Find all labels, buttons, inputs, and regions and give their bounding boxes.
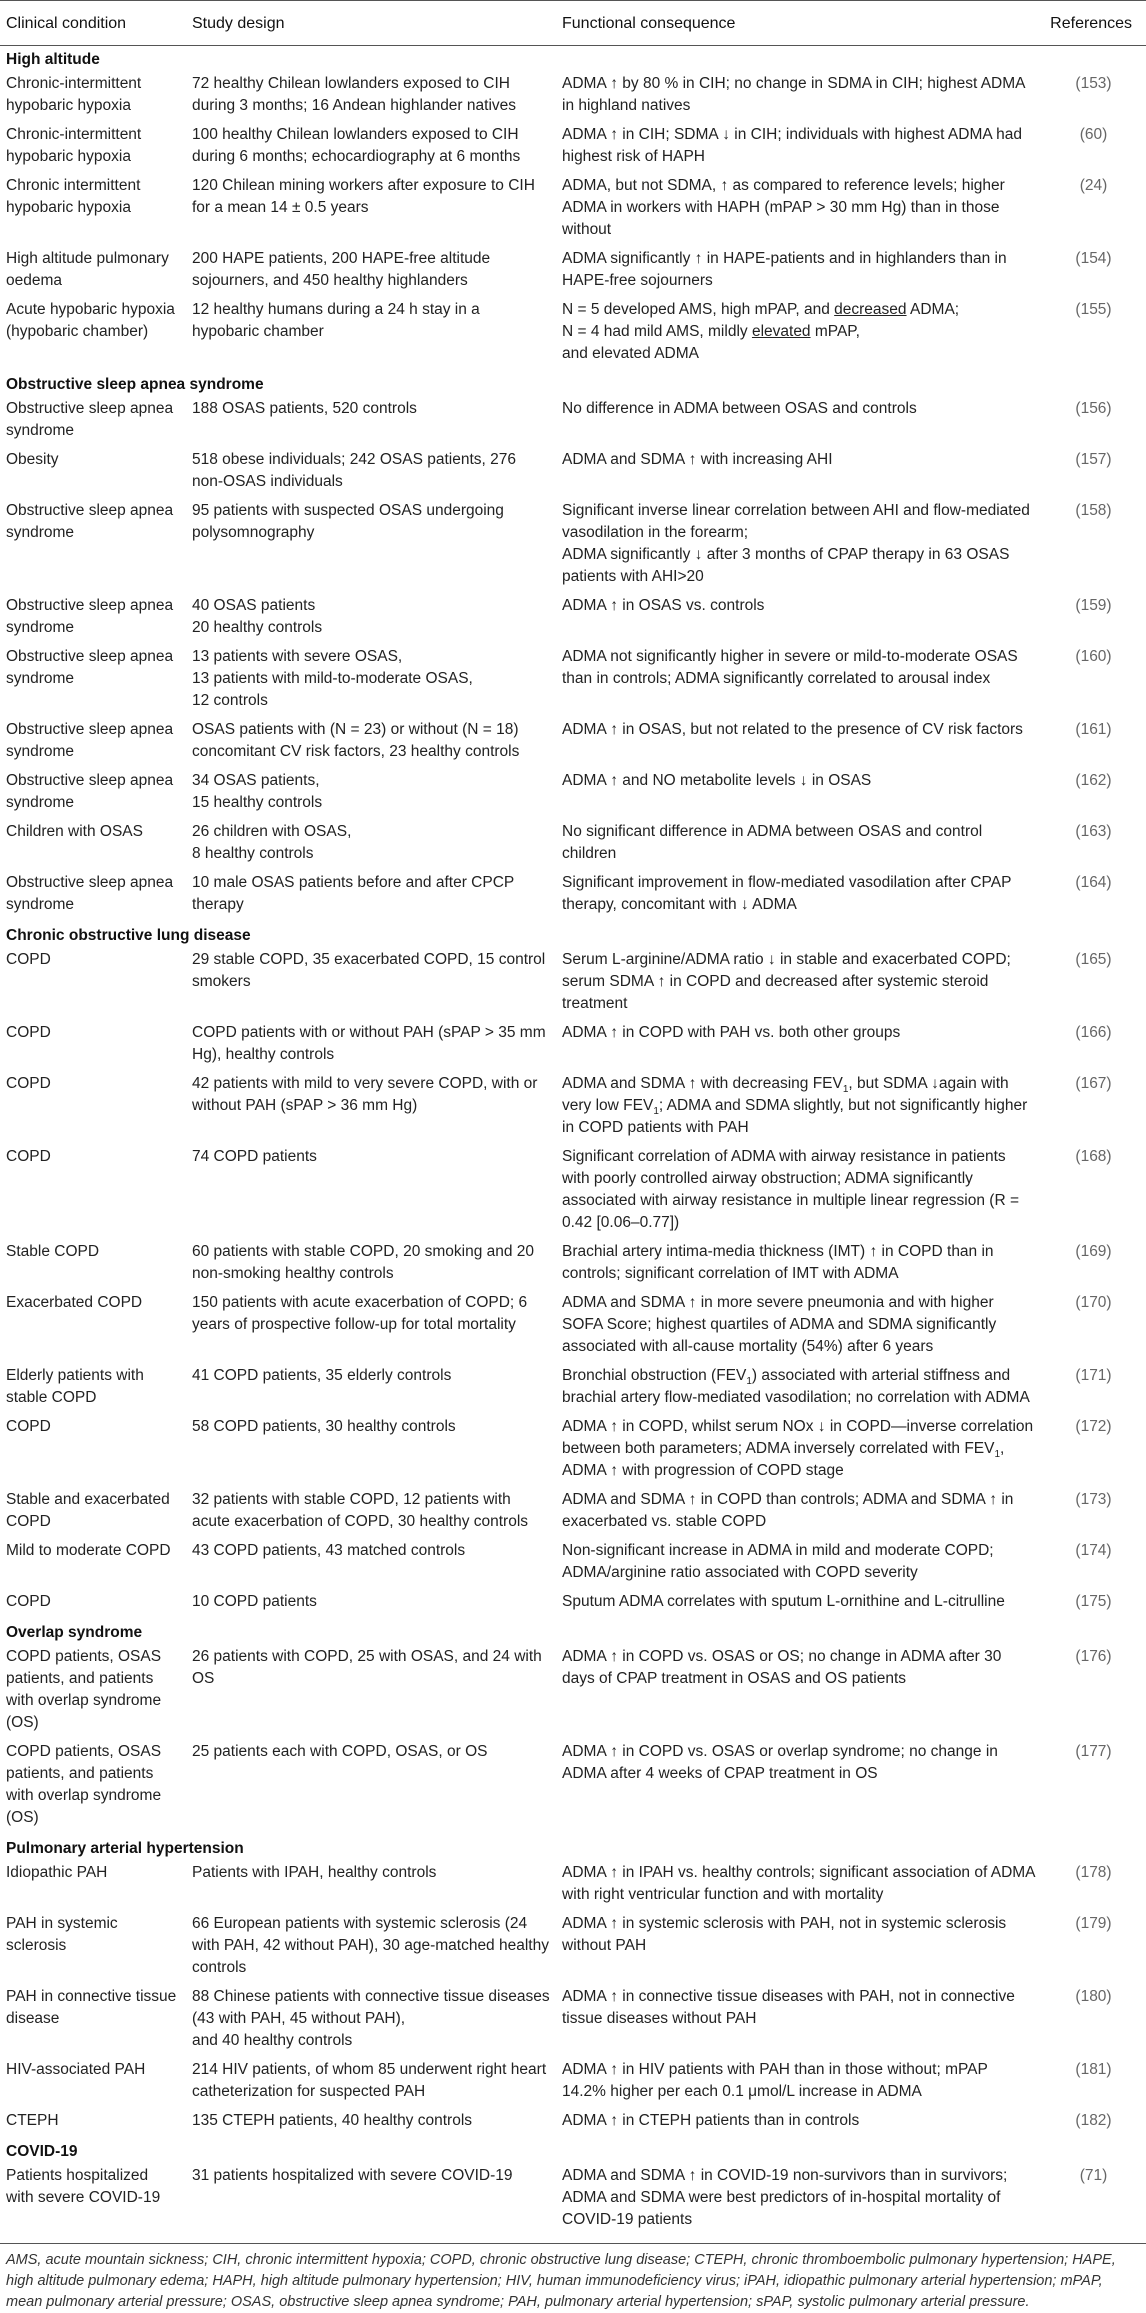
table-row (0, 1740, 1146, 1835)
functional-consequence: No difference in ADMA between OSAS and controls (562, 400, 917, 417)
functional-consequence: Non-significant increase in ADMA in mild and moderate COPD; ADMA/arginine ratio associated with COPD severity (562, 1542, 994, 1581)
reference-link: (170) (1075, 1294, 1112, 1311)
functional-consequence: Bronchial obstruction $(FEV_1)$ associated with arterial stiffness and brachial artery flow-mediated vasodilation; no correlation with ADMA (562, 1367, 1030, 1406)
section-title: COVID-19 (6, 2143, 78, 2160)
reference-link: (169) (1075, 1243, 1112, 1260)
clinical-condition: COPD (6, 1593, 51, 1610)
functional-consequence: Serum L-arginine/ADMA ratio ↓ in stable and exacerbated COPD; serum SDMA ↑ in COPD and decreased after systemic steroid treatment (562, 951, 1011, 1012)
reference-link: (176) (1075, 1648, 1112, 1665)
reference-link: (175) (1075, 1593, 1112, 1610)
functional-consequence: Sputum ADMA correlates with sputum L-ornithine and L-citrulline (562, 1593, 1005, 1610)
study-design: 58 COPD patients, 30 healthy controls (192, 1418, 456, 1435)
clinical-condition: Exacerbated COPD (6, 1294, 143, 1311)
clinical-condition: COPD (6, 1024, 51, 1041)
reference-link: (179) (1075, 1915, 1112, 1932)
study-design: 34 OSAS patients, 15 healthy controls (192, 772, 323, 811)
study-design: 42 patients with mild to very severe COPD, with or without PAH (sPAP > 36 mm Hg) (192, 1075, 538, 1114)
clinical-condition: High altitude pulmonary oedema (6, 250, 169, 289)
study-design: 188 OSAS patients, 520 controls (192, 400, 417, 417)
reference-link: (168) (1075, 1148, 1112, 1165)
table-row (0, 594, 1146, 645)
section-title: High altitude (6, 51, 100, 68)
functional-consequence: Brachial artery intima-media thickness (IMT) ↑ in COPD than in controls; significant correlation of IMT with ADMA (562, 1243, 994, 1282)
functional-consequence: ADMA and SDMA ↑ with decreasing $FEV_1$, but SDMA ↓again with very low $FEV_1$; ADMA and SDMA slightly, but not significantly higher in COPD patients with PAH (562, 1075, 1028, 1136)
clinical-condition: Chronic intermittent hypobaric hypoxia (6, 177, 141, 216)
functional-consequence: ADMA ↑ in OSAS vs. controls (562, 597, 765, 614)
clinical-condition: Obstructive sleep apnea syndrome (6, 721, 174, 760)
section-title: Obstructive sleep apnea syndrome (6, 376, 264, 393)
table-row (0, 499, 1146, 594)
functional-consequence: ADMA and SDMA ↑ in more severe pneumonia and with higher SOFA Score; highest quartiles of ADMA and SDMA significantly associated with all-cause mortality (54%) after 6 years (562, 1294, 997, 1355)
reference-link: (157) (1075, 451, 1112, 468)
header-study-design: Study design (186, 1, 556, 46)
functional-consequence: ADMA ↑ in OSAS, but not related to the presence of CV risk factors (562, 721, 1023, 738)
reference-link: (160) (1075, 648, 1112, 665)
table-row (0, 1539, 1146, 1590)
table-row (0, 871, 1146, 922)
study-design: 88 Chinese patients with connective tissue diseases (43 with PAH, 45 without PAH), and 40 healthy controls (192, 1988, 550, 2049)
reference-link: (162) (1075, 772, 1112, 789)
functional-consequence: ADMA ↑ in CIH; SDMA ↓ in CIH; individuals with highest ADMA had highest risk of HAPH (562, 126, 1023, 165)
clinical-condition: HIV-associated PAH (6, 2061, 146, 2078)
table-row (0, 1415, 1146, 1488)
reference-link: (173) (1075, 1491, 1112, 1508)
study-design: 150 patients with acute exacerbation of COPD; 6 years of prospective follow-up for total mortality (192, 1294, 528, 1333)
functional-consequence: ADMA ↑ in HIV patients with PAH than in those without; mPAP 14.2% higher per each 0.1 μmol/L increase in ADMA (562, 2061, 988, 2100)
clinical-condition: COPD (6, 1418, 51, 1435)
functional-consequence: ADMA and SDMA ↑ in COVID-19 non-survivors than in survivors; ADMA and SDMA were best predictors of in-hospital mortality of COVID-19 patients (562, 2167, 1008, 2228)
table-footnote: AMS, acute mountain sickness; CIH, chronic intermittent hypoxia; COPD, chronic obstructive lung disease; CTEPH, chronic thromboembolic pulmonary hypertension; HAPE, high altitude pulmonary edema; HAPH, high altitude pulmonary hypertension; HIV, human immunodeficiency virus; iPAH, idiopathic pulmonary arterial hypertension; mPAP, mean pulmonary arterial pressure; OSAS, obstructive sleep apnea syndrome; PAH, pulmonary arterial hypertension; sPAP, systolic pulmonary arterial pressure. (0, 2243, 1146, 2313)
functional-consequence: Significant correlation of ADMA with airway resistance in patients with poorly controlled airway obstruction; ADMA significantly associated with airway resistance in multiple linear regression (R = 0.42 [0.06–0.77]) (562, 1148, 1020, 1231)
study-design: 26 patients with COPD, 25 with OSAS, and 24 with OS (192, 1648, 542, 1687)
table-row (0, 1985, 1146, 2058)
clinical-condition: COPD (6, 1148, 51, 1165)
clinical-condition: Elderly patients with stable COPD (6, 1367, 144, 1406)
clinical-condition: Mild to moderate COPD (6, 1542, 171, 1559)
clinical-condition: Children with OSAS (6, 823, 143, 840)
table-row (0, 397, 1146, 448)
study-design: 135 CTEPH patients, 40 healthy controls (192, 2112, 473, 2129)
study-design: OSAS patients with (N = 23) or without (N = 18) concomitant CV risk factors, 23 healthy controls (192, 721, 520, 760)
table-row (0, 2164, 1146, 2237)
table-row (0, 820, 1146, 871)
functional-consequence: ADMA ↑ in COPD vs. OSAS or OS; no change in ADMA after 30 days of CPAP treatment in OSAS and OS patients (562, 1648, 1002, 1687)
functional-consequence: ADMA and SDMA ↑ with increasing AHI (562, 451, 833, 468)
study-design: 25 patients each with COPD, OSAS, or OS (192, 1743, 488, 1760)
clinical-condition: Patients hospitalized with severe COVID-19 (6, 2167, 161, 2206)
table-row (0, 1590, 1146, 1619)
reference-link: (158) (1075, 502, 1112, 519)
functional-consequence: ADMA not significantly higher in severe or mild-to-moderate OSAS than in controls; ADMA significantly correlated to arousal index (562, 648, 1018, 687)
section-row (0, 371, 1146, 397)
study-design: 66 European patients with systemic sclerosis (24 with PAH, 42 without PAH), 30 age-matched healthy controls (192, 1915, 549, 1976)
functional-consequence: ADMA ↑ and NO metabolite levels ↓ in OSAS (562, 772, 872, 789)
reference-link: (156) (1075, 400, 1112, 417)
clinical-condition: COPD patients, OSAS patients, and patients with overlap syndrome (OS) (6, 1743, 162, 1826)
table-row (0, 2058, 1146, 2109)
clinical-condition: Obstructive sleep apnea syndrome (6, 648, 174, 687)
clinical-condition: Obstructive sleep apnea syndrome (6, 502, 174, 541)
study-design: 26 children with OSAS, 8 healthy controls (192, 823, 352, 862)
subscript: 1 (842, 1084, 849, 1096)
study-design: COPD patients with or without PAH (sPAP > 35 mm Hg), healthy controls (192, 1024, 546, 1063)
study-design: 95 patients with suspected OSAS undergoing polysomnography (192, 502, 504, 541)
table-row (0, 298, 1146, 371)
functional-consequence: N = 5 developed AMS, high mPAP, and decreased ADMA; N = 4 had mild AMS, mildly elevated mPAP, and elevated ADMA (562, 301, 960, 362)
clinical-condition: Stable and exacerbated COPD (6, 1491, 170, 1530)
section-row (0, 922, 1146, 948)
section-row (0, 1619, 1146, 1645)
table-row (0, 1291, 1146, 1364)
clinical-condition: PAH in systemic sclerosis (6, 1915, 118, 1954)
reference-link: (178) (1075, 1864, 1112, 1881)
functional-consequence: Significant improvement in flow-mediated vasodilation after CPAP therapy, concomitant with ↓ ADMA (562, 874, 1012, 913)
reference-link: (174) (1075, 1542, 1112, 1559)
table-row (0, 1488, 1146, 1539)
study-design: 72 healthy Chilean lowlanders exposed to CIH during 3 months; 16 Andean highlander natives (192, 75, 517, 114)
clinical-condition: COPD (6, 1075, 51, 1092)
study-design: 200 HAPE patients, 200 HAPE-free altitude sojourners, and 450 healthy highlanders (192, 250, 491, 289)
section-row (0, 2138, 1146, 2164)
study-design: Patients with IPAH, healthy controls (192, 1864, 437, 1881)
reference-link: (164) (1075, 874, 1112, 891)
section-row (0, 46, 1146, 73)
study-design: 29 stable COPD, 35 exacerbated COPD, 15 control smokers (192, 951, 546, 990)
study-design: 10 male OSAS patients before and after CPCP therapy (192, 874, 514, 913)
functional-consequence: ADMA significantly ↑ in HAPE-patients and in highlanders than in HAPE-free sojourners (562, 250, 1007, 289)
reference-link: (161) (1075, 721, 1112, 738)
study-design: 74 COPD patients (192, 1148, 317, 1165)
clinical-condition: Acute hypobaric hypoxia (hypobaric chamber) (6, 301, 175, 340)
table-row (0, 1645, 1146, 1740)
table-row (0, 1072, 1146, 1145)
study-design: 32 patients with stable COPD, 12 patients with acute exacerbation of COPD, 30 healthy controls (192, 1491, 529, 1530)
reference-link: (177) (1075, 1743, 1112, 1760)
functional-consequence: ADMA ↑ in COPD, whilst serum NOx ↓ in COPD—inverse correlation between both parameters; ADMA inversely correlated with $FEV_1$, ADMA ↑ with progression of COPD stage (562, 1418, 1034, 1479)
clinical-condition: Obstructive sleep apnea syndrome (6, 874, 174, 913)
table-header (0, 1, 1146, 46)
study-design: 13 patients with severe OSAS, 13 patients with mild-to-moderate OSAS, 12 controls (192, 648, 473, 709)
clinical-condition: COPD patients, OSAS patients, and patients with overlap syndrome (OS) (6, 1648, 162, 1731)
subscript: 1 (746, 1376, 752, 1388)
clinical-condition: Obstructive sleep apnea syndrome (6, 597, 174, 636)
functional-consequence: ADMA, but not SDMA, ↑ as compared to reference levels; higher ADMA in workers with HAPH (mPAP > 30 mm Hg) than in those without (562, 177, 1005, 238)
subscript: 1 (653, 1106, 659, 1118)
reference-link: (182) (1075, 2112, 1112, 2129)
reference-link: (155) (1075, 301, 1112, 318)
functional-consequence: No significant difference in ADMA between OSAS and control children (562, 823, 983, 862)
functional-consequence: ADMA ↑ in IPAH vs. healthy controls; significant association of ADMA with right ventricular function and with mortality (562, 1864, 1035, 1903)
section-row (0, 1835, 1146, 1861)
table-body (0, 46, 1146, 2238)
functional-consequence: Significant inverse linear correlation between AHI and flow-mediated vasodilation in the forearm; ADMA significantly ↓ after 3 months of CPAP therapy in 63 OSAS patients with AHI>20 (562, 502, 1030, 585)
reference-link: (24) (1079, 177, 1108, 194)
table-row (0, 123, 1146, 174)
table-row (0, 72, 1146, 123)
header-clinical-condition: Clinical condition (0, 1, 186, 46)
reference-link: (180) (1075, 1988, 1112, 2005)
study-design: 60 patients with stable COPD, 20 smoking and 20 non-smoking healthy controls (192, 1243, 535, 1282)
study-design: 100 healthy Chilean lowlanders exposed to CIH during 6 months; echocardiography at 6 months (192, 126, 521, 165)
clinical-condition: Obesity (6, 451, 59, 468)
functional-consequence: ADMA ↑ in COPD with PAH vs. both other groups (562, 1024, 901, 1041)
study-design: 214 HIV patients, of whom 85 underwent right heart catheterization for suspected PAH (192, 2061, 547, 2100)
study-design: 120 Chilean mining workers after exposure to CIH for a mean 14 ± 0.5 years (192, 177, 535, 216)
reference-link: (71) (1079, 2167, 1108, 2184)
underlined-term: decreased (834, 301, 907, 318)
clinical-condition: Chronic-intermittent hypobaric hypoxia (6, 75, 142, 114)
table-row (0, 1240, 1146, 1291)
reference-link: (165) (1075, 951, 1112, 968)
underlined-term: elevated (751, 323, 811, 340)
table-row (0, 448, 1146, 499)
reference-link: (154) (1075, 250, 1112, 267)
table-row (0, 1861, 1146, 1912)
study-design: 41 COPD patients, 35 elderly controls (192, 1367, 452, 1384)
reference-link: (167) (1075, 1075, 1112, 1092)
section-title: Chronic obstructive lung disease (6, 927, 251, 944)
clinical-condition: Idiopathic PAH (6, 1864, 108, 1881)
study-design: 12 healthy humans during a 24 h stay in a hypobaric chamber (192, 301, 480, 340)
reference-link: (181) (1075, 2061, 1112, 2078)
table-row (0, 174, 1146, 247)
study-design: 10 COPD patients (192, 1593, 317, 1610)
section-title: Overlap syndrome (6, 1624, 143, 1641)
clinical-condition: Obstructive sleep apnea syndrome (6, 772, 174, 811)
reference-link: (172) (1075, 1418, 1112, 1435)
reference-link: (171) (1075, 1367, 1112, 1384)
study-design: 31 patients hospitalized with severe COVID-19 (192, 2167, 513, 2184)
functional-consequence: ADMA ↑ in connective tissue diseases with PAH, not in connective tissue diseases without PAH (562, 1988, 1015, 2027)
section-title: Pulmonary arterial hypertension (6, 1840, 244, 1857)
table-row (0, 948, 1146, 1021)
table-row (0, 247, 1146, 298)
functional-consequence: ADMA ↑ in CTEPH patients than in controls (562, 2112, 860, 2129)
table-row (0, 1364, 1146, 1415)
reference-link: (163) (1075, 823, 1112, 840)
functional-consequence: ADMA ↑ by 80 % in CIH; no change in SDMA in CIH; highest ADMA in highland natives (562, 75, 1025, 114)
functional-consequence: ADMA ↑ in systemic sclerosis with PAH, not in systemic sclerosis without PAH (562, 1915, 1007, 1954)
study-design: 518 obese individuals; 242 OSAS patients, 276 non-OSAS individuals (192, 451, 517, 490)
clinical-condition: COPD (6, 951, 51, 968)
header-references: References (1041, 1, 1146, 46)
header-functional-consequence: Functional consequence (556, 1, 1041, 46)
table-row (0, 1145, 1146, 1240)
study-design: 43 COPD patients, 43 matched controls (192, 1542, 466, 1559)
table-row (0, 1912, 1146, 1985)
functional-consequence: ADMA ↑ in COPD vs. OSAS or overlap syndrome; no change in ADMA after 4 weeks of CPAP treatment in OS (562, 1743, 998, 1782)
table-row (0, 645, 1146, 718)
table-row (0, 2109, 1146, 2138)
study-design: 40 OSAS patients 20 healthy controls (192, 597, 323, 636)
table-row (0, 718, 1146, 769)
reference-link: (159) (1075, 597, 1112, 614)
table-row (0, 1021, 1146, 1072)
reference-link: (166) (1075, 1024, 1112, 1041)
clinical-condition: PAH in connective tissue disease (6, 1988, 177, 2027)
reference-link: (60) (1079, 126, 1108, 143)
subscript: 1 (994, 1449, 1001, 1461)
clinical-condition: Chronic-intermittent hypobaric hypoxia (6, 126, 142, 165)
clinical-condition: Obstructive sleep apnea syndrome (6, 400, 174, 439)
clinical-condition: CTEPH (6, 2112, 59, 2129)
functional-consequence: ADMA and SDMA ↑ in COPD than controls; ADMA and SDMA ↑ in exacerbated vs. stable COPD (562, 1491, 1014, 1530)
clinical-condition: Stable COPD (6, 1243, 100, 1260)
reference-link: (153) (1075, 75, 1112, 92)
table-row (0, 769, 1146, 820)
